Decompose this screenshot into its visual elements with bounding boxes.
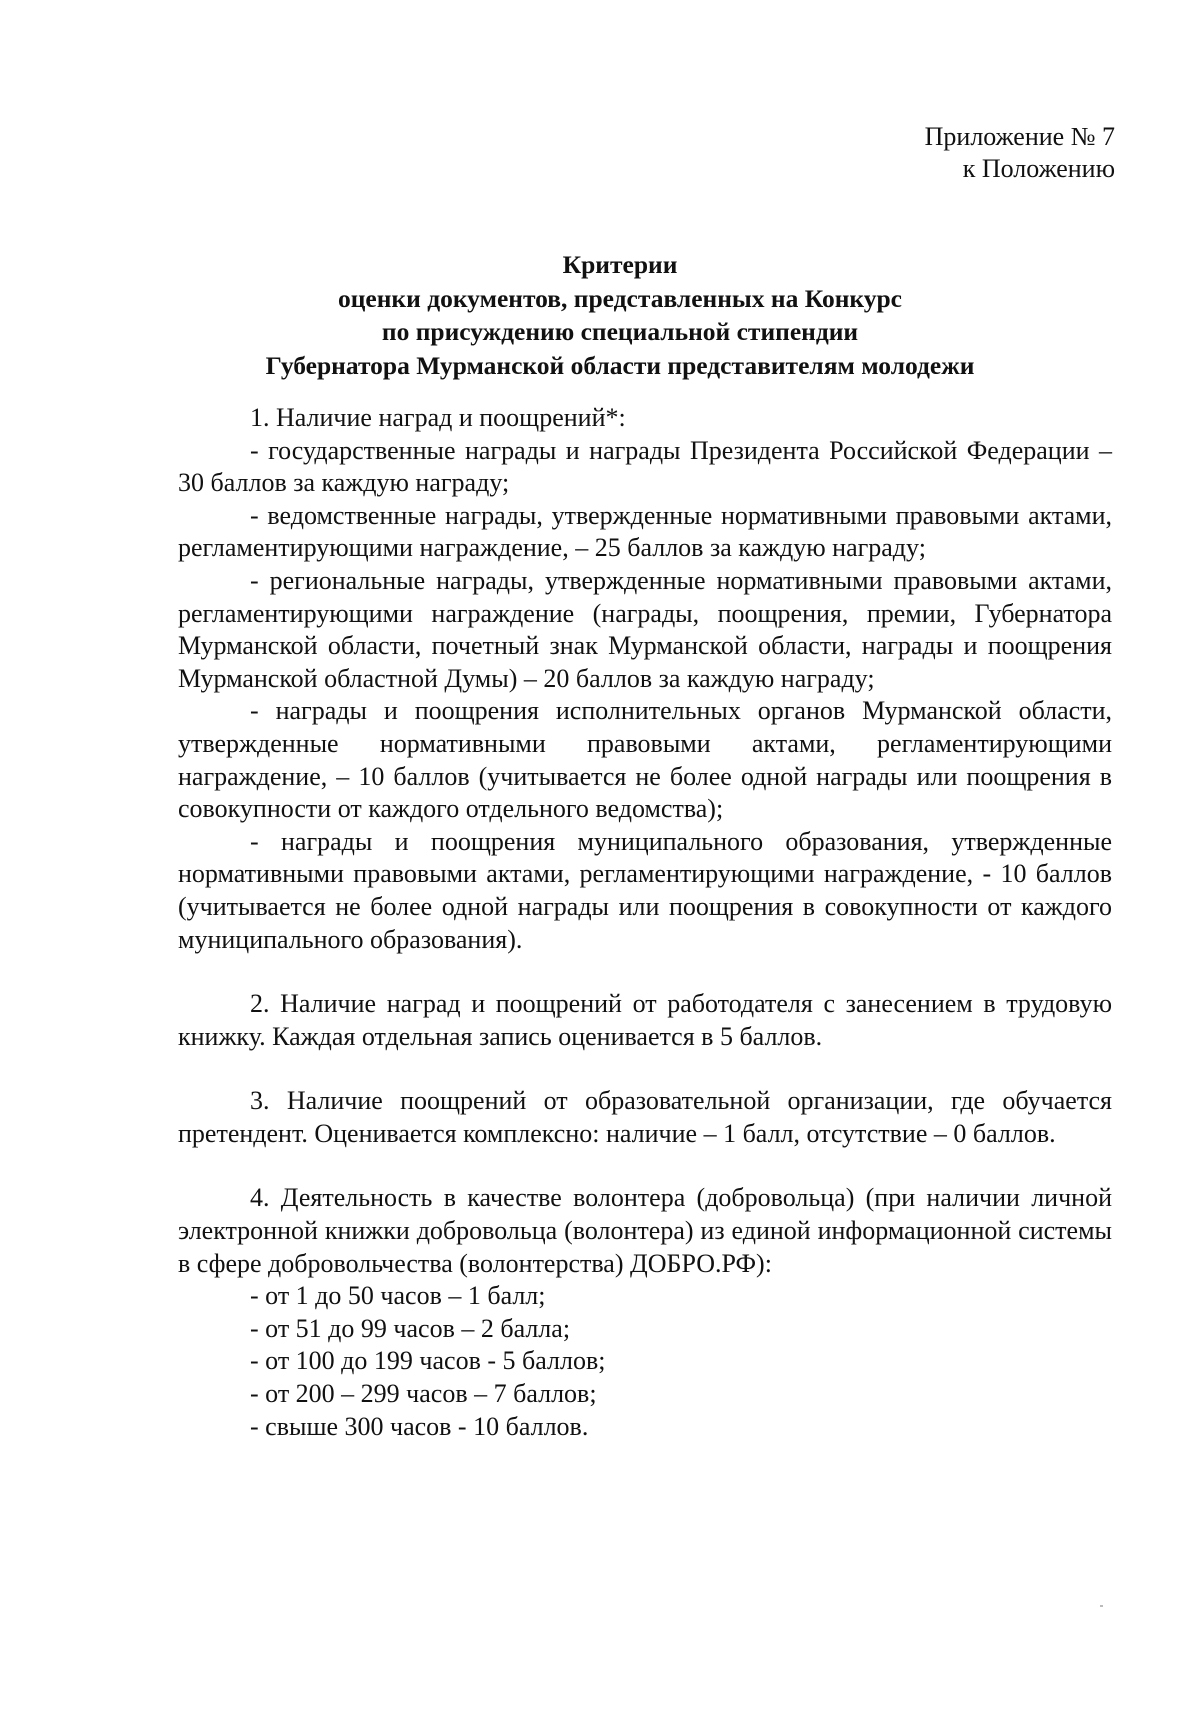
document-body — [178, 402, 1112, 1443]
appendix-number: Приложение № 7 — [924, 122, 1115, 151]
section-4-item: - от 51 до 99 часов – 2 балла; — [250, 1313, 571, 1343]
scan-speck — [1100, 1605, 1103, 1607]
appendix-reference — [925, 121, 1115, 185]
section-1-item: - ведомственные награды, утвержденные нормативными правовыми актами, регламентирующими награждение, – 25 баллов за каждую награду; — [178, 500, 1112, 563]
paragraph-gap — [178, 956, 1112, 988]
section-1-item: - региональные награды, утвержденные нормативными правовыми актами, регламентирующими награждение (награды, поощрения, премии, Губернатора Мурманской области, почетный знак Мурманской области, награды и поощрения Мурманской областной Думы) – 20 баллов за каждую награду; — [178, 565, 1112, 693]
section-1-item: - государственные награды и награды Президента Российской Федерации – 30 баллов за каждую награду; — [178, 435, 1112, 498]
section-4-item: - от 200 – 299 часов – 7 баллов; — [250, 1379, 597, 1409]
title-line-2: оценки документов, представленных на Конкурс — [337, 283, 902, 313]
title-line-1: Критерии — [562, 250, 678, 279]
section-1-heading: 1. Наличие наград и поощрений*: — [250, 403, 626, 432]
section-2-text: 2. Наличие наград и поощрений от работодателя с занесением в трудовую книжку. Каждая отдельная запись оценивается в 5 баллов. — [178, 989, 1112, 1051]
section-4-text: 4. Деятельность в качестве волонтера (добровольца) (при наличии личной электронной книжки добровольца (волонтера) из единой информационной системы в сфере добровольчества (волонтерства) ДОБРО.РФ): — [178, 1183, 1112, 1278]
title-line-3: по присуждению специальной стипендии — [381, 317, 859, 346]
section-4-item: - свыше 300 часов - 10 баллов. — [250, 1411, 589, 1441]
section-4-item: - от 1 до 50 часов – 1 балл; — [250, 1281, 546, 1311]
section-3-text: 3. Наличие поощрений от образовательной организации, где обучается претендент. Оценивается комплексно: наличие – 1 балл, отсутствие – 0 баллов. — [178, 1086, 1112, 1148]
paragraph-gap — [178, 1053, 1112, 1085]
section-4-item: - от 100 до 199 часов - 5 баллов; — [250, 1346, 606, 1376]
section-1-item: - награды и поощрения муниципального образования, утвержденные нормативными правовыми актами, регламентирующими награждение, - 10 баллов (учитывается не более одной награды или поощрения в совокупности от каждого муниципального образования). — [178, 826, 1112, 954]
document-title — [150, 248, 1090, 382]
section-1-item: - награды и поощрения исполнительных органов Мурманской области, утвержденные нормативными правовыми актами, регламентирующими награждение, – 10 баллов (учитывается не более одной награды или поощрения в совокупности от каждого отдельного ведомства); — [178, 696, 1112, 824]
paragraph-gap — [178, 1150, 1112, 1182]
title-line-4: Губернатора Мурманской области представителям молодежи — [265, 350, 975, 380]
appendix-regulation: к Положению — [962, 154, 1115, 183]
